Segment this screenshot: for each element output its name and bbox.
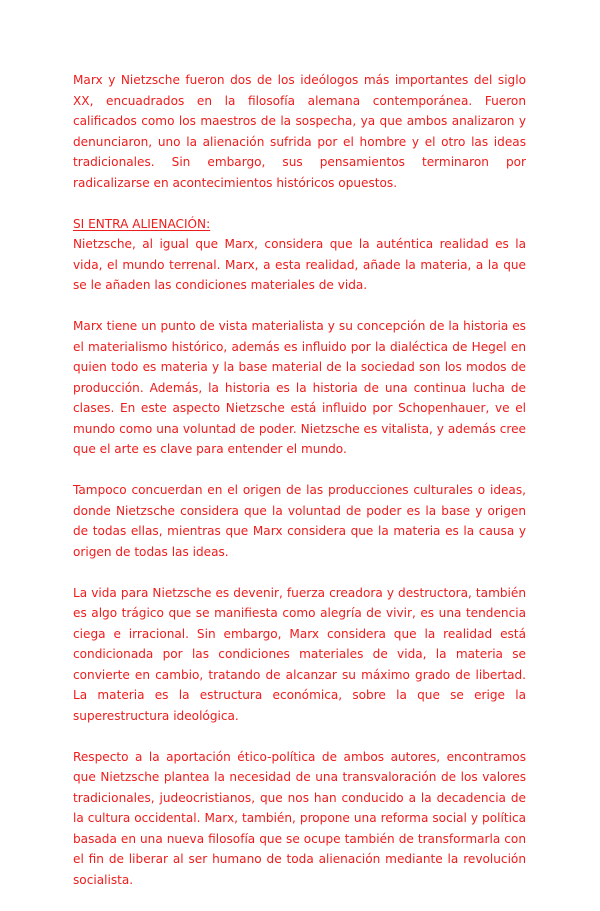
document-body	[73, 70, 526, 911]
history-paragraph: Marx tiene un punto de vista materialista y su concepción de la historia es el materialismo histórico, además es influido por la dialéctica de Hegel en quien todo es materia y la base material de la sociedad son los modos de producción. Además, la historia es la historia de una continua lucha de clases. En este aspecto Nietzsche está influido por Schopenhauer, ve el mundo como una voluntad de poder. Nietzsche es vitalista, y además cree que el arte es clave para entender el mundo.	[73, 319, 526, 456]
section-heading: SI ENTRA ALIENACIÓN:	[73, 216, 211, 231]
reality-paragraph: Nietzsche, al igual que Marx, considera que la auténtica realidad es la vida, el mundo terrenal. Marx, a esta realidad, añade la materia, a la que se le añaden las condiciones materiales de vida.	[73, 237, 526, 292]
section-block	[73, 214, 526, 296]
ethics-paragraph: Respecto a la aportación ético-política de ambos autores, encontramos que Nietzsche plantea la necesidad de una transvaloración de los valores tradicionales, judeocristianos, que nos han conducido a la decadencia de la cultura occidental. Marx, también, propone una reforma social y política basada en una nueva filosofía que se ocupe también de transformarla con el fin de liberar al ser humano de toda alienación mediante la revolución socialista.	[73, 749, 526, 887]
intro-paragraph: Marx y Nietzsche fueron dos de los ideólogos más importantes del siglo XX, encuadrados en la filosofía alemana contemporánea. Fueron calificados como los maestros de la sospecha, ya que ambos analizaron y denunciaron, uno la alienación sufrida por el hombre y el otro las ideas tradicionales. Sin embargo, sus pensamientos terminaron por radicalizarse en acontecimientos históricos opuestos.	[73, 73, 526, 190]
life-paragraph: La vida para Nietzsche es devenir, fuerza creadora y destructora, también es algo trágico que se manifiesta como alegría de vivir, es una tendencia ciega e irracional. Sin embargo, Marx considera que la realidad está condicionada por las condiciones materiales de vida, la materia se convierte en cambio, tratando de alcanzar su máximo grado de libertad. La materia es la estructura económica, sobre la que se erige la superestructura ideológica.	[73, 585, 526, 723]
culture-paragraph: Tampoco concuerdan en el origen de las producciones culturales o ideas, donde Nietzsche considera que la voluntad de poder es la base y origen de todas ellas, mientras que Marx considera que la materia es la causa y origen de todas las ideas.	[73, 483, 526, 559]
